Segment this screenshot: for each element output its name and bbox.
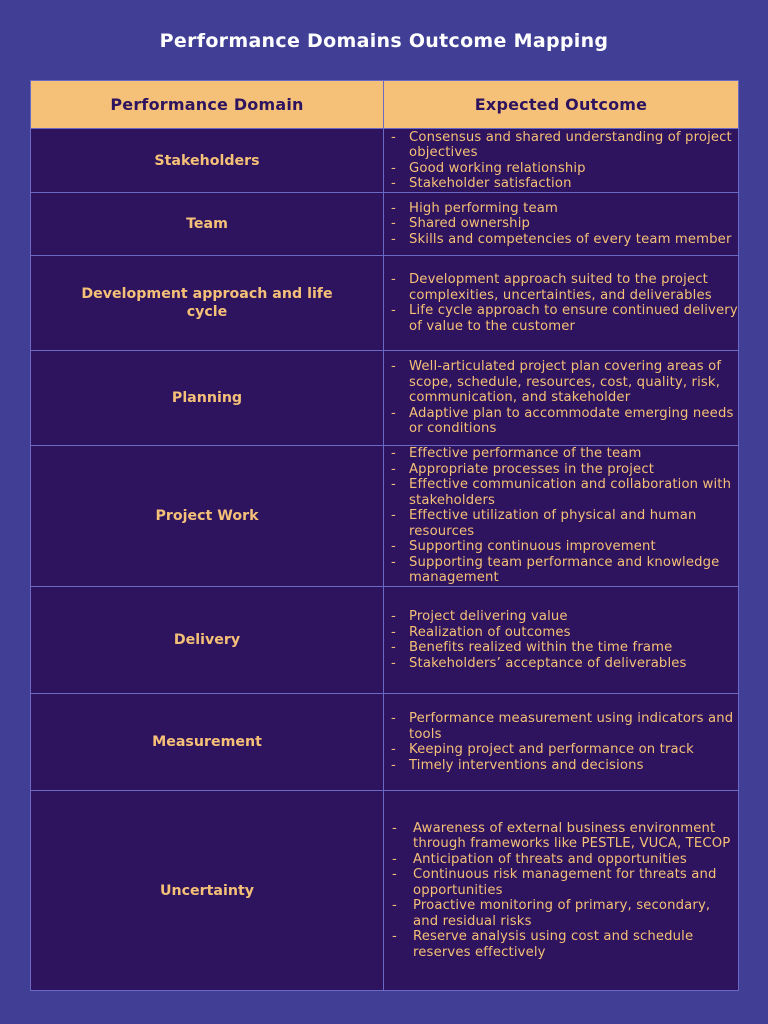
outcome-item: - Project delivering value xyxy=(384,609,738,625)
domain-cell: Uncertainty xyxy=(31,791,384,991)
outcome-item: - Timely interventions and decisions xyxy=(384,758,738,774)
outcome-list xyxy=(384,711,738,773)
outcome-list xyxy=(384,272,738,334)
outcome-item: - Stakeholders’ acceptance of deliverables xyxy=(384,656,738,672)
outcome-list xyxy=(384,130,738,192)
outcome-cell xyxy=(384,351,739,446)
outcome-item: - Anticipation of threats and opportunities xyxy=(384,852,738,868)
domain-cell: Development approach and life cycle xyxy=(31,256,384,351)
domain-cell: Project Work xyxy=(31,446,384,587)
outcome-item: - Realization of outcomes xyxy=(384,625,738,641)
outcome-item: - Keeping project and performance on track xyxy=(384,742,738,758)
table-row xyxy=(31,193,739,256)
outcome-cell xyxy=(384,256,739,351)
outcome-item: - Continuous risk management for threats and opportunities xyxy=(384,867,738,898)
outcome-item: - Good working relationship xyxy=(384,161,738,177)
domain-cell: Delivery xyxy=(31,587,384,694)
outcome-item: - Supporting continuous improvement xyxy=(384,539,738,555)
outcome-cell xyxy=(384,446,739,587)
table-row xyxy=(31,446,739,587)
outcome-item: - Adaptive plan to accommodate emerging needs or conditions xyxy=(384,406,738,437)
table-row xyxy=(31,587,739,694)
domain-cell: Team xyxy=(31,193,384,256)
outcome-item: - Performance measurement using indicators and tools xyxy=(384,711,738,742)
table-row xyxy=(31,351,739,446)
outcome-item: - Reserve analysis using cost and schedule reserves effectively xyxy=(384,929,738,960)
table-row xyxy=(31,791,739,991)
outcome-cell xyxy=(384,587,739,694)
outcome-item: - Effective performance of the team xyxy=(384,446,738,462)
page-title: Performance Domains Outcome Mapping xyxy=(159,30,609,52)
outcome-list xyxy=(384,359,738,437)
outcome-list xyxy=(384,201,738,248)
outcome-item: - Proactive monitoring of primary, secondary, and residual risks xyxy=(384,898,738,929)
domain-cell: Stakeholders xyxy=(31,129,384,193)
outcome-list xyxy=(384,821,738,961)
table-row xyxy=(31,256,739,351)
outcome-item: - Stakeholder satisfaction xyxy=(384,176,738,192)
outcome-cell xyxy=(384,694,739,791)
outcome-item: - Life cycle approach to ensure continued delivery of value to the customer xyxy=(384,303,738,334)
outcome-item: - Consensus and shared understanding of project objectives xyxy=(384,130,738,161)
outcome-item: - Development approach suited to the project complexities, uncertainties, and deliverables xyxy=(384,272,738,303)
table-header-row xyxy=(31,81,739,129)
outcome-cell xyxy=(384,791,739,991)
table-row xyxy=(31,694,739,791)
domain-cell: Planning xyxy=(31,351,384,446)
outcome-item: - Supporting team performance and knowledge management xyxy=(384,555,738,586)
outcome-item: - Appropriate processes in the project xyxy=(384,462,738,478)
outcome-item: - Well-articulated project plan covering areas of scope, schedule, resources, cost, quality, risk, communication, and stakeholder xyxy=(384,359,738,406)
outcome-list xyxy=(384,446,738,586)
outcome-item: - Awareness of external business environment through frameworks like PESTLE, VUCA, TECOP xyxy=(384,821,738,852)
outcome-list xyxy=(384,609,738,671)
outcome-cell xyxy=(384,129,739,193)
outcome-item: - Effective communication and collaboration with stakeholders xyxy=(384,477,738,508)
outcome-cell xyxy=(384,193,739,256)
column-header-domain: Performance Domain xyxy=(31,81,384,129)
outcome-item: - High performing team xyxy=(384,201,738,217)
outcome-item: - Skills and competencies of every team member xyxy=(384,232,738,248)
table-row xyxy=(31,129,739,193)
outcome-item: - Shared ownership xyxy=(384,216,738,232)
outcome-item: - Benefits realized within the time frame xyxy=(384,640,738,656)
domain-cell: Measurement xyxy=(31,694,384,791)
column-header-outcome: Expected Outcome xyxy=(384,81,739,129)
outcome-mapping-table xyxy=(30,80,739,991)
outcome-item: - Effective utilization of physical and human resources xyxy=(384,508,738,539)
